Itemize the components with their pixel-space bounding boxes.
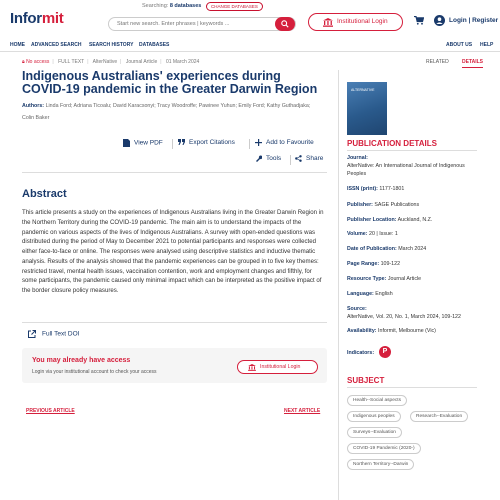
journal-value[interactable]: AlterNative: An International Journal of Indigenous Peoples [347, 163, 465, 177]
journal-field [347, 154, 482, 178]
full-text-label: FULL TEXT [58, 59, 85, 65]
page-range-field [347, 260, 482, 268]
journal-short[interactable]: AlterNative [92, 59, 118, 65]
searching-indicator [142, 3, 201, 9]
subject-tag[interactable]: Surveys--Evaluation [347, 427, 402, 438]
resource-type-field [347, 275, 482, 283]
divider [347, 150, 477, 151]
share-button[interactable] [295, 155, 323, 162]
resource-type-label: Resource Type: [347, 276, 387, 282]
date-label: Date of Publication: [347, 246, 397, 252]
source-label: Source: [347, 306, 367, 312]
subject-tag[interactable]: Health--Social aspects [347, 395, 407, 406]
export-citations-button[interactable] [178, 139, 235, 146]
next-article-link[interactable]: NEXT ARTICLE [284, 408, 321, 414]
institution-icon [323, 18, 333, 27]
quote-icon [178, 139, 185, 145]
institutional-login-button[interactable] [308, 13, 403, 31]
institutional-login-label: Institutional Login [337, 18, 388, 25]
language-value: English [375, 291, 393, 297]
access-status: No access [26, 59, 50, 65]
view-pdf-label: View PDF [134, 139, 163, 147]
main-nav [0, 38, 500, 52]
nav-help[interactable]: HELP [480, 42, 494, 48]
authors-label: Authors: [22, 103, 45, 109]
logo-main: Infor [10, 10, 42, 27]
divider [347, 387, 477, 388]
publisher-location-value: Auckland, N.Z. [397, 217, 433, 223]
tools-label: Tools [266, 155, 282, 163]
issn-label: ISSN (print): [347, 186, 378, 192]
export-citations-label: Export Citations [189, 139, 235, 146]
search-input[interactable] [108, 17, 296, 31]
subject-tag[interactable]: Northern Territory--Darwin [347, 459, 414, 470]
subject-tag[interactable]: Research--Evaluation [410, 411, 468, 422]
view-pdf-button[interactable] [123, 139, 163, 147]
availability-value: Informit, Melbourne (Vic) [378, 328, 436, 334]
nav-search-history[interactable]: SEARCH HISTORY [89, 42, 134, 48]
databases-count[interactable]: 8 databases [169, 3, 202, 9]
article-date: 01 March 2024 [165, 59, 200, 65]
share-label: Share [306, 155, 324, 163]
nav-about-us[interactable]: ABOUT US [446, 42, 473, 48]
publisher-field [347, 201, 482, 209]
issn-field [347, 185, 482, 193]
user-icon[interactable] [434, 15, 445, 26]
page-range-value: 109-122 [380, 261, 401, 267]
action-divider [290, 155, 291, 165]
peer-reviewed-badge[interactable]: P [379, 346, 391, 358]
cart-icon[interactable] [414, 16, 424, 25]
abstract-text: This article presents a study on the experiences of Indigenous Australians living in the Greater Darwin Region in the Northern Territory during the COVID-19 pandemic. The main aim is to understand the impacts of the pandemic on various aspects of the lives of Indigenous Australians. A survey with open-ended questions was distributed during the period of May to December 2021 to potential participants and responses were collected either face-to-face or online. The responses were analysed using descriptive statistics and inductive thematic analysis. Results of the analysis showed that the pandemic experiences can be grouped in to five key themes: restricted travel, mental health issues, vaccination contention, work and employment changes and fifthly, for some participants, the pandemic caused only minimal impact which can be interpreted as the positive impact of the border closure policy measures. [22, 209, 324, 294]
tab-related[interactable]: RELATED [426, 59, 449, 65]
tab-details[interactable]: DETAILS [462, 59, 483, 68]
share-icon [295, 155, 302, 162]
nav-databases[interactable]: DATABASES [139, 42, 170, 48]
full-text-doi-link[interactable] [28, 330, 79, 338]
access-box-title: You may already have access [32, 357, 131, 364]
indicators-label: Indicators: [347, 350, 375, 356]
abstract-heading: Abstract [22, 188, 67, 200]
availability-field [347, 327, 482, 335]
cover-text: ALTERNATIVE [351, 88, 375, 92]
availability-label: Availability: [347, 328, 377, 334]
volume-field [347, 230, 482, 238]
institution-icon [248, 364, 256, 371]
publisher-label: Publisher: [347, 202, 373, 208]
article-title: Indigenous Australians' experiences during COVID-19 pandemic in the Greater Darwin Region [22, 69, 318, 96]
authors-list[interactable]: Linda Ford; Adriana Ticoalu; David Karacsonyi; Tracy Woodroffe; Pawinee Yuhun; Emily Ford; Kathy Guthadjaka; Colin Baker [22, 103, 311, 121]
divider [22, 172, 327, 173]
login-register-link[interactable]: Login | Register [449, 17, 499, 24]
access-institutional-login-button[interactable] [237, 360, 318, 374]
resource-type-value: Journal Article [387, 276, 422, 282]
volume-value: 20 | Issue: 1 [369, 231, 398, 237]
lock-icon: 🔒︎ [22, 59, 25, 65]
subject-heading: SUBJECT [347, 376, 385, 385]
journal-label: Journal: [347, 155, 368, 161]
divider [22, 322, 327, 323]
tools-button[interactable] [255, 155, 281, 162]
nav-home[interactable]: HOME [10, 42, 25, 48]
subject-tag[interactable]: Indigenous peoples [347, 411, 401, 422]
logo-accent: mit [41, 10, 64, 27]
page-range-label: Page Range: [347, 261, 380, 267]
change-databases-button[interactable]: CHANGE DATABASES [206, 2, 263, 11]
date-field [347, 245, 482, 253]
plus-icon [255, 139, 262, 146]
action-divider [172, 139, 173, 149]
previous-article-link[interactable]: PREVIOUS ARTICLE [26, 408, 75, 414]
journal-cover-image [347, 82, 387, 135]
access-institutional-login-label: Institutional Login [260, 364, 301, 370]
volume-label: Volume: [347, 231, 368, 237]
date-value: March 2024 [398, 246, 427, 252]
wrench-icon [255, 155, 262, 162]
access-box [22, 348, 327, 383]
authors [22, 100, 322, 124]
pdf-icon [123, 139, 130, 147]
informit-logo[interactable] [10, 10, 63, 27]
full-text-doi-label: Full Text DOI [42, 330, 80, 338]
publisher-value: SAGE Publications [374, 202, 420, 208]
top-header [0, 0, 500, 38]
search-button[interactable] [275, 17, 295, 31]
issn-value: 1177-1801 [379, 186, 405, 192]
article-meta: 🔒︎ No access | FULL TEXT | AlterNative | Journal Article | 01 March 2024 [22, 59, 200, 65]
language-label: Language: [347, 291, 374, 297]
add-favourite-label: Add to Favourite [266, 139, 314, 147]
publication-details-heading: PUBLICATION DETAILS [347, 139, 437, 148]
external-link-icon [28, 330, 36, 338]
publisher-location-field [347, 216, 482, 224]
details-sidebar [338, 70, 486, 500]
source-value: AlterNative, Vol. 20, No. 1, March 2024, 109-122 [347, 314, 461, 320]
search-icon [281, 20, 289, 28]
indicators-field [347, 349, 482, 357]
add-favourite-button[interactable] [255, 139, 314, 146]
source-field [347, 305, 482, 321]
subject-tag[interactable]: COVID-19 Pandemic (2020-) [347, 443, 421, 454]
publisher-location-label: Publisher Location: [347, 217, 397, 223]
language-field [347, 290, 482, 298]
action-divider [249, 139, 250, 149]
nav-advanced-search[interactable]: ADVANCED SEARCH [31, 42, 82, 48]
article-type: Journal Article [125, 59, 158, 65]
searching-prefix: Searching: [142, 3, 169, 9]
access-box-subtitle: Login via your institutional account to check your access [32, 369, 157, 375]
